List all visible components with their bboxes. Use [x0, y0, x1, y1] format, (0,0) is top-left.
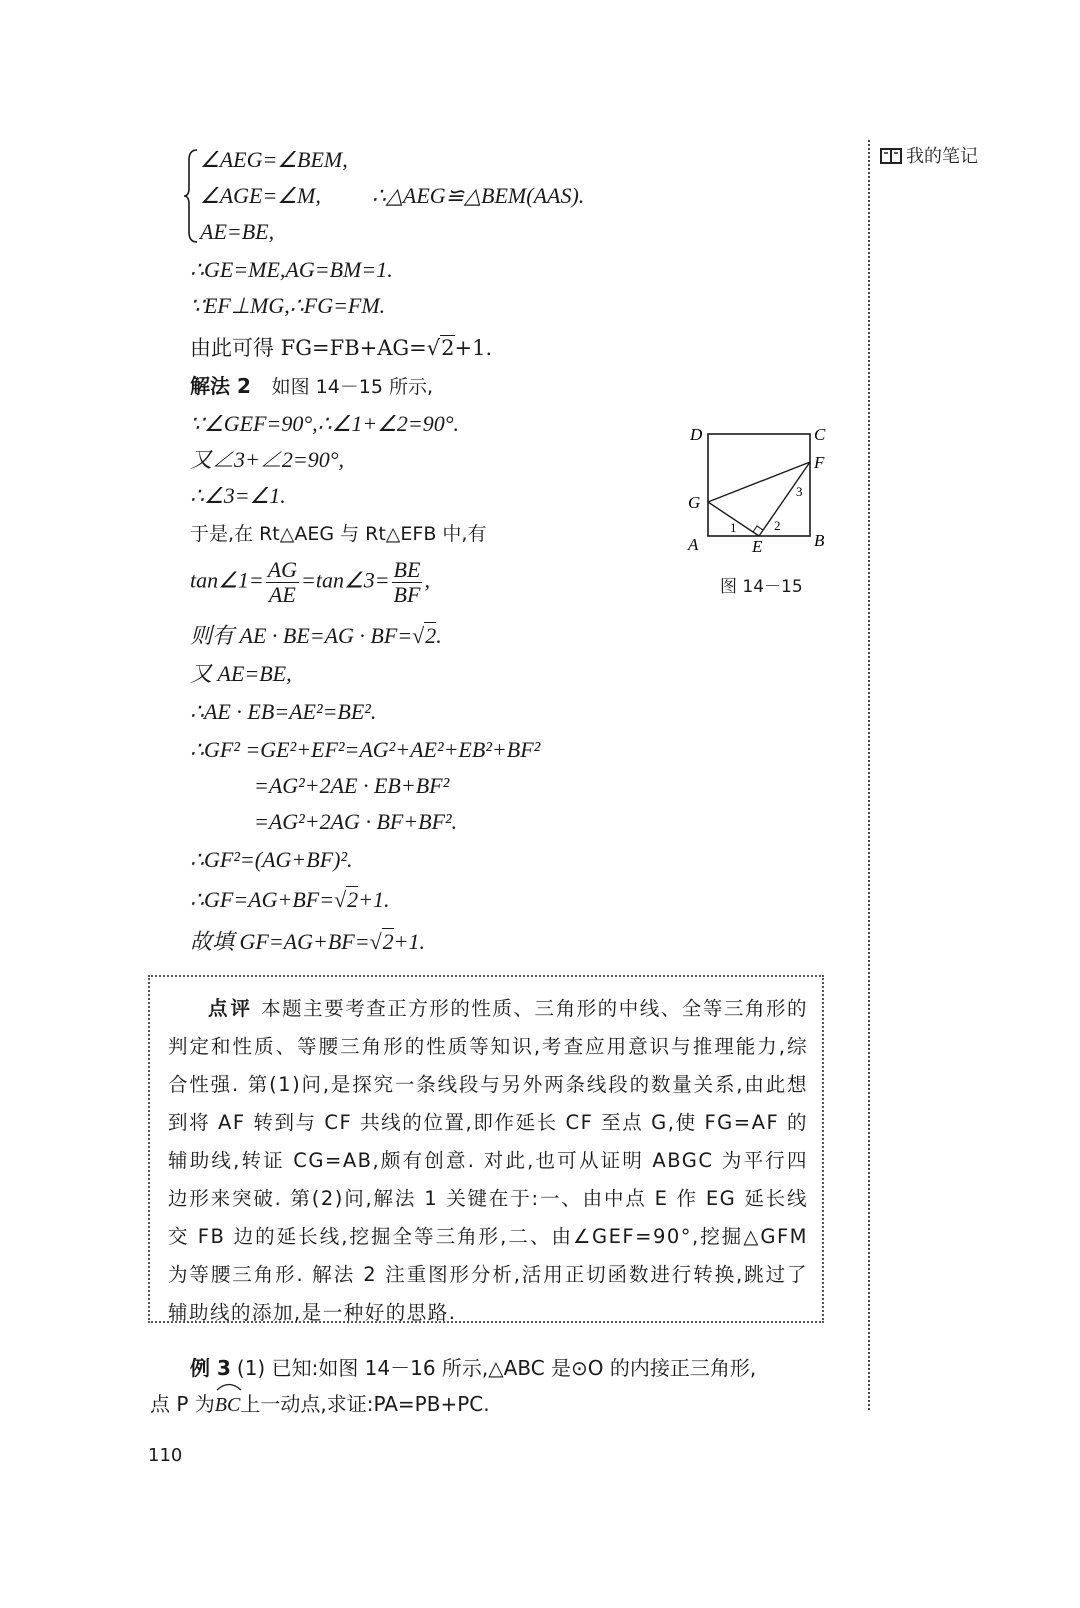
segment-gf: [708, 462, 810, 502]
radicand: 2: [382, 929, 394, 954]
tan-label: tan∠1=: [190, 567, 264, 593]
result-text: 由此可得 FG=FB+AG=: [190, 336, 427, 360]
angle-1-label: 1: [730, 520, 737, 535]
left-brace: [183, 148, 199, 244]
angle-2-label: 2: [774, 518, 781, 533]
proof-line: ∴AE · EB=AE²=BE².: [190, 699, 377, 724]
proof-answer: 故填 GF=AG+BF=√2+1.: [190, 929, 426, 954]
proof-line: =AG²+2AG · BF+BF².: [254, 809, 458, 834]
proof-line: ∴GE=ME,AG=BM=1.: [190, 257, 393, 282]
arc-bc: [215, 1387, 241, 1423]
page-number: 110: [148, 1445, 183, 1466]
example-text: 点 P 为: [150, 1392, 215, 1416]
book-icon: [880, 148, 902, 164]
proof-line: 则有 AE · BE=AG · BF=√2.: [190, 623, 442, 648]
proof-line: =AG²+2AE · EB+BF²: [254, 773, 450, 798]
brace-line-2: ∠AGE=∠M,: [200, 183, 321, 208]
label-d: D: [690, 425, 703, 444]
commentary-lead: 点评: [208, 997, 254, 1020]
geometry-figure: [680, 420, 840, 560]
notes-label: 我的笔记: [906, 146, 978, 167]
proof-text: 故填 GF=AG+BF=: [190, 929, 370, 954]
proof-text: ∴GF=AG+BF=: [190, 887, 335, 912]
proof-line: ∴GF² =GE²+EF²=AG²+AE²+EB²+BF²: [190, 737, 541, 762]
brace-line-3: AE=BE,: [200, 219, 275, 244]
example-lead: 例 3: [190, 1356, 231, 1380]
proof-line: 又 AE=BE,: [190, 661, 292, 686]
example-line-1: [150, 1350, 850, 1386]
proof-line: ∴GF=AG+BF=√2+1.: [190, 887, 390, 912]
solution2-heading: 解法 2: [190, 374, 251, 398]
radicand: 2: [347, 887, 359, 912]
proof-line: ∵EF⊥MG,∴FG=FM.: [190, 293, 386, 318]
brace-line-1: ∠AEG=∠BEM,: [200, 147, 348, 172]
example-line-2: [150, 1386, 850, 1423]
solution2-intro: 如图 14－15 所示,: [271, 376, 434, 398]
segment-ef: [759, 462, 810, 536]
brace-conclusion: ∴△AEG≌△BEM(AAS).: [372, 183, 585, 208]
tan-label: =tan∠3=: [301, 567, 390, 593]
proof-line-result: 由此可得 FG=FB+AG=√2+1.: [190, 336, 493, 360]
fraction-denominator: BF: [393, 582, 421, 607]
tan-equation: [190, 558, 430, 607]
solution2-heading-line: [190, 372, 433, 401]
label-c: C: [814, 425, 826, 444]
punct: ,: [424, 567, 430, 593]
radicand: 2: [425, 623, 437, 648]
proof-line: 又∠3+∠2=90°,: [190, 447, 344, 472]
punct: +1.: [393, 929, 426, 954]
proof-text: 则有 AE · BE=AG · BF=: [190, 623, 413, 648]
example-3: [150, 1350, 850, 1423]
punct: .: [436, 623, 442, 648]
scan-artifact: [20, 15, 80, 125]
radicand: 2: [441, 336, 455, 360]
commentary-body: 本题主要考查正方形的性质、三角形的中线、全等三角形的判定和性质、等腰三角形的性质等知识,考查应用意识与推理能力,综合性强. 第(1)问,是探究一条线段与另外两条线段的数量关系,由此想到将 AF 转到与 CF 共线的位置,即作延长 CF 至点 G,使 FG=AF 的辅助线,转证 CG=AB,颇有创意. 对此,也可从证明 ABGC 为平行四边形来突破. 第(2)问,解法 1 关键在于:一、由中点 E 作 EG 延长线交 FB 边的延长线,挖掘全等三角形,二、由∠GEF=90°,挖掘△GFM 为等腰三角形. 解法 2 注重图形分析,活用正切函数进行转换,跳过了辅助线的添加,是一种好的思路.: [168, 997, 808, 1324]
arc-label: BC: [214, 1394, 241, 1416]
result-suffix: +1.: [454, 336, 493, 360]
label-b: B: [814, 531, 825, 550]
notes-column-header: [880, 142, 978, 168]
fraction-denominator: AE: [268, 582, 296, 607]
proof-line: 于是,在 Rt△AEG 与 Rt△EFB 中,有: [190, 523, 487, 545]
label-f: F: [814, 453, 825, 472]
example-text: (1) 已知:如图 14－16 所示,△ABC 是⊙O 的内接正三角形,: [236, 1356, 757, 1380]
commentary-text: [168, 990, 808, 1332]
label-g: G: [688, 493, 701, 512]
angle-3-label: 3: [796, 484, 803, 499]
fraction-be-bf: [392, 558, 423, 607]
fraction-numerator: BE: [393, 557, 421, 582]
punct: +1.: [358, 887, 390, 912]
proof-line: ∴GF²=(AG+BF)².: [190, 847, 353, 872]
label-e: E: [752, 537, 763, 556]
proof-line: ∴∠3=∠1.: [190, 483, 286, 508]
fraction-numerator: AG: [267, 557, 298, 582]
fraction-ag-ae: [266, 558, 299, 607]
example-text: 上一动点,求证:PA=PB+PC.: [240, 1392, 490, 1416]
label-a: A: [688, 535, 699, 554]
arc-mark: [215, 1381, 243, 1391]
figure-caption: 图 14－15: [720, 577, 803, 597]
notes-divider: [868, 140, 870, 1410]
proof-line: ∵∠GEF=90°,∴∠1+∠2=90°.: [190, 411, 460, 436]
right-angle-mark: [753, 526, 763, 532]
